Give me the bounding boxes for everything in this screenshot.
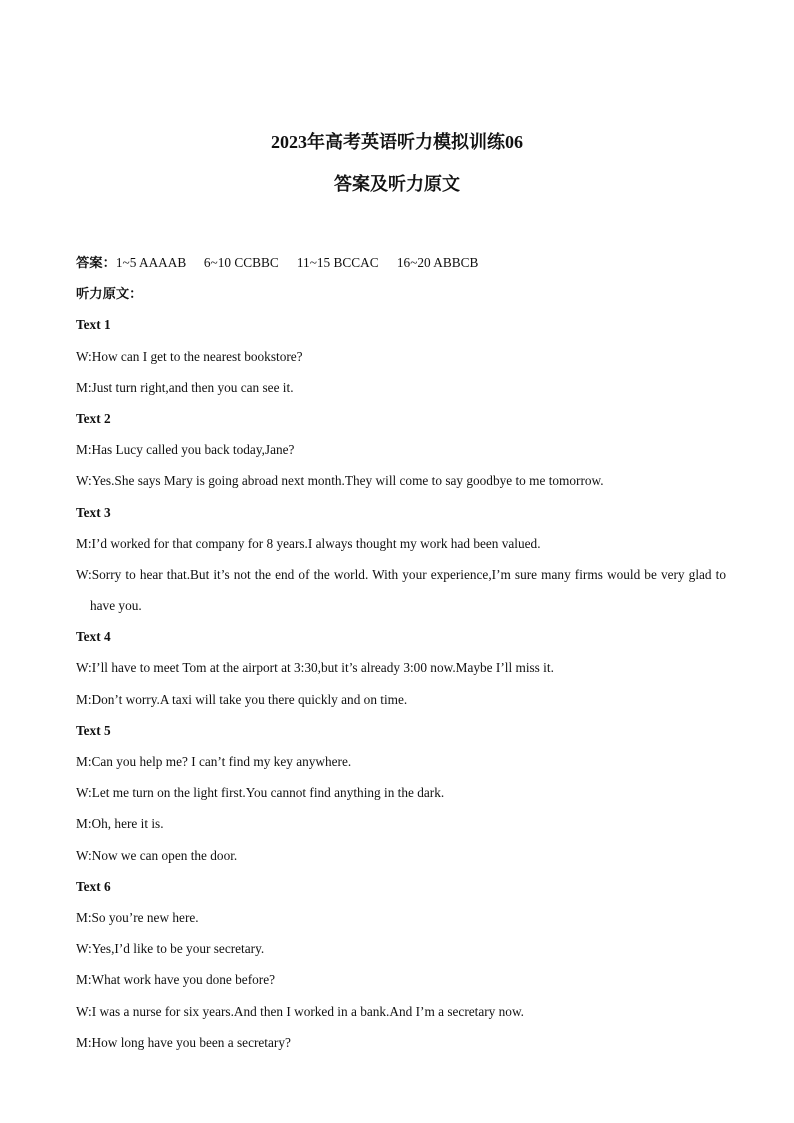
dialogue-line: M:What work have you done before? [76, 972, 276, 988]
text-heading: Text 4 [76, 629, 111, 645]
text-heading: Text 6 [76, 878, 111, 894]
dialogue-line: W:Yes,I’d like to be your secretary. [76, 941, 265, 957]
answer-group: 6~10 CCBBC [203, 255, 279, 270]
page-subtitle: 答案及听力原文 [334, 174, 460, 194]
dialogue-line: W:I’ll have to meet Tom at the airport at 3:30,but it’s already 3:00 now.Maybe I’ll miss it. [76, 660, 554, 676]
dialogue-line: W:Yes.She says Mary is going abroad next month.They will come to say goodbye to me tomorrow. [76, 473, 604, 489]
dialogue-line: M:Oh, here it is. [76, 816, 164, 832]
text-heading: Text 2 [76, 410, 111, 426]
dialogue-line: W:I was a nurse for six years.And then I worked in a bank.And I’m a secretary now. [76, 1003, 525, 1019]
dialogue-line: W:How can I get to the nearest bookstore? [76, 348, 303, 364]
transcript-heading: 听力原文： [76, 286, 143, 302]
dialogue-line: M:Can you help me? I can’t find my key anywhere. [76, 754, 352, 770]
answer-key-label: 答案： [76, 255, 116, 270]
text-heading: Text 1 [76, 317, 111, 333]
dialogue-line: M:Has Lucy called you back today,Jane? [76, 442, 295, 458]
dialogue-line: W:Now we can open the door. [76, 847, 238, 863]
document-body [76, 247, 726, 1058]
dialogue-line: M:Just turn right,and then you can see it. [76, 379, 294, 395]
text-heading: Text 3 [76, 504, 111, 520]
dialogue-line: M:Don’t worry.A taxi will take you there quickly and on time. [76, 691, 408, 707]
dialogue-line: M:So you’re new here. [76, 909, 199, 925]
answer-group: 16~20 ABBCB [396, 255, 479, 270]
page-title: 2023年高考英语听力模拟训练06 [271, 132, 523, 152]
dialogue-line: M:I’d worked for that company for 8 years.I always thought my work had been valued. [76, 535, 541, 551]
answer-group: 11~15 BCCAC [296, 255, 379, 270]
dialogue-line: M:How long have you been a secretary? [76, 1034, 291, 1050]
dialogue-line: W:Sorry to hear that.But it’s not the end of the world. With your experience,I’m sure many firms would be very glad to have you. [76, 566, 726, 614]
answer-key [76, 247, 726, 278]
dialogue-line: W:Let me turn on the light first.You cannot find anything in the dark. [76, 785, 445, 801]
text-heading: Text 5 [76, 722, 111, 738]
answer-group: 1~5 AAAAB [115, 255, 187, 270]
